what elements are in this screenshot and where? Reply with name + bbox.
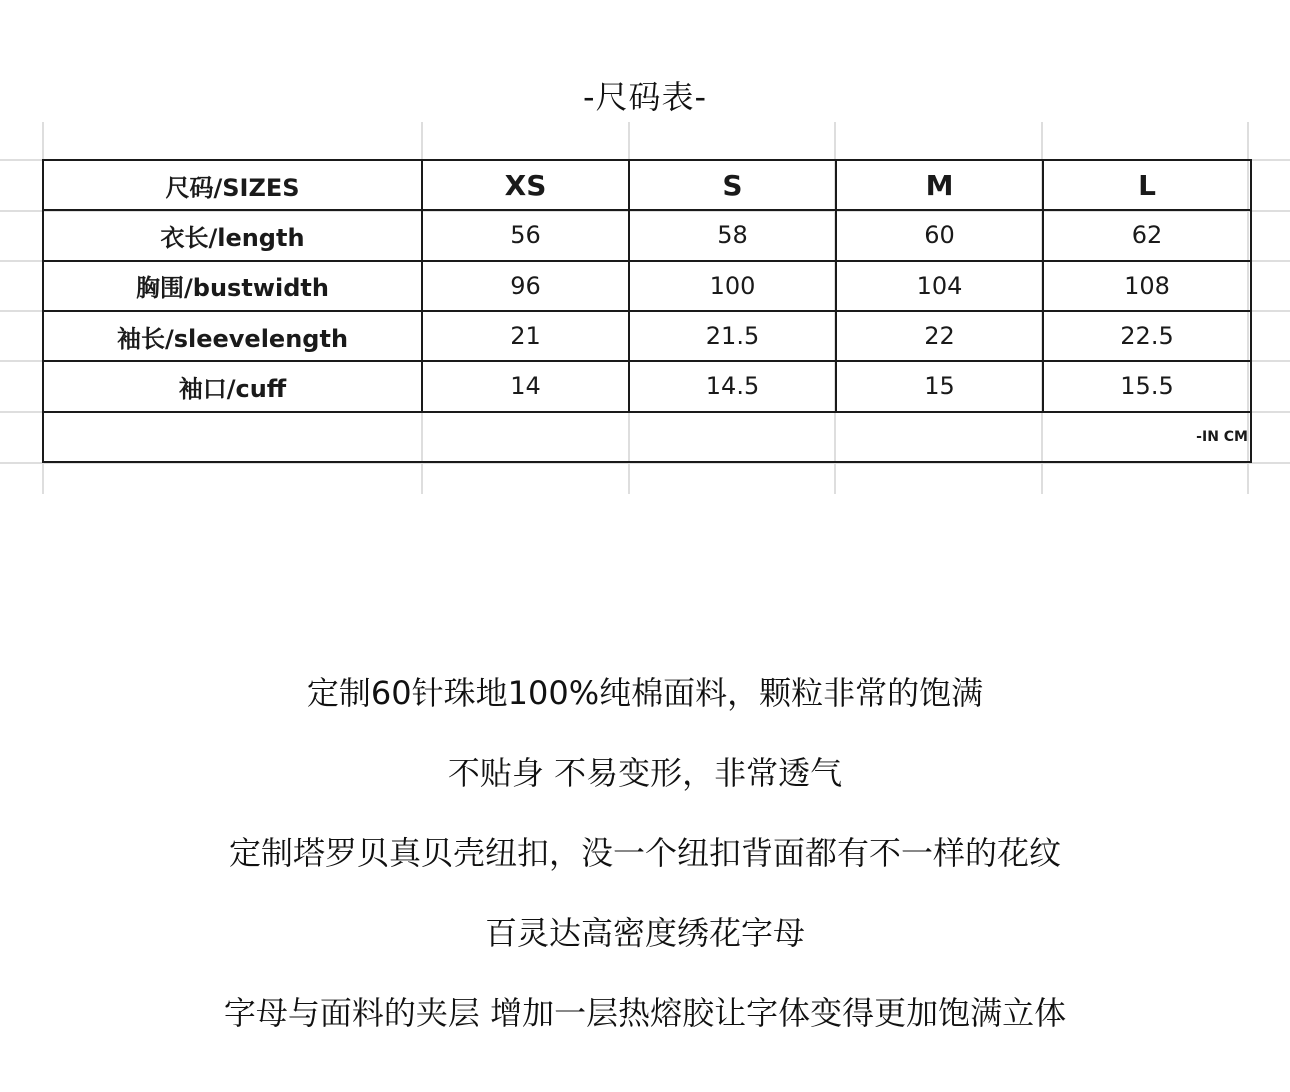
table-cell: 56	[422, 210, 629, 260]
table-cell: 62	[1043, 210, 1251, 260]
table-cell: 104	[836, 261, 1043, 311]
description-line-4: 百灵达高密度绣花字母	[484, 914, 805, 952]
row-label-length: 衣长/length	[43, 210, 422, 260]
table-cell: 21.5	[629, 311, 836, 361]
size-m-header: M	[836, 160, 1043, 210]
table-cell: 15.5	[1043, 361, 1251, 411]
size-chart-table	[42, 159, 1252, 463]
table-cell: 22.5	[1043, 311, 1251, 361]
row-label-cuff: 袖口/cuff	[43, 361, 422, 411]
description-line-5: 字母与面料的夹层 增加一层热熔胶让字体变得更加饱满立体	[223, 994, 1067, 1032]
size-l-header: L	[1043, 160, 1251, 210]
table-cell: 60	[836, 210, 1043, 260]
table-row	[43, 311, 1251, 361]
table-cell: 14	[422, 361, 629, 411]
table-header-row	[43, 160, 1251, 210]
table-cell: 14.5	[629, 361, 836, 411]
page-title: -尺码表-	[582, 78, 708, 116]
size-xs-header: XS	[422, 160, 629, 210]
header-label-cell: 尺码/SIZES	[43, 160, 422, 210]
unit-row	[43, 412, 1251, 462]
table-row	[43, 210, 1251, 260]
row-label-bustwidth: 胸围/bustwidth	[43, 261, 422, 311]
description-line-2: 不贴身 不易变形，非常透气	[447, 754, 843, 792]
row-label-sleevelength: 袖长/sleevelength	[43, 311, 422, 361]
table-cell: 96	[422, 261, 629, 311]
description-line-1: 定制60针珠地100%纯棉面料，颗粒非常的饱满	[306, 674, 984, 712]
size-s-header: S	[629, 160, 836, 210]
table-cell: 108	[1043, 261, 1251, 311]
table-cell: 58	[629, 210, 836, 260]
table-cell: 22	[836, 311, 1043, 361]
unit-note: -IN CM	[43, 412, 1251, 462]
table-cell: 100	[629, 261, 836, 311]
table-cell: 21	[422, 311, 629, 361]
table-cell: 15	[836, 361, 1043, 411]
table-row	[43, 361, 1251, 411]
table-row	[43, 261, 1251, 311]
description-line-3: 定制塔罗贝真贝壳纽扣，没一个纽扣背面都有不一样的花纹	[228, 834, 1061, 872]
